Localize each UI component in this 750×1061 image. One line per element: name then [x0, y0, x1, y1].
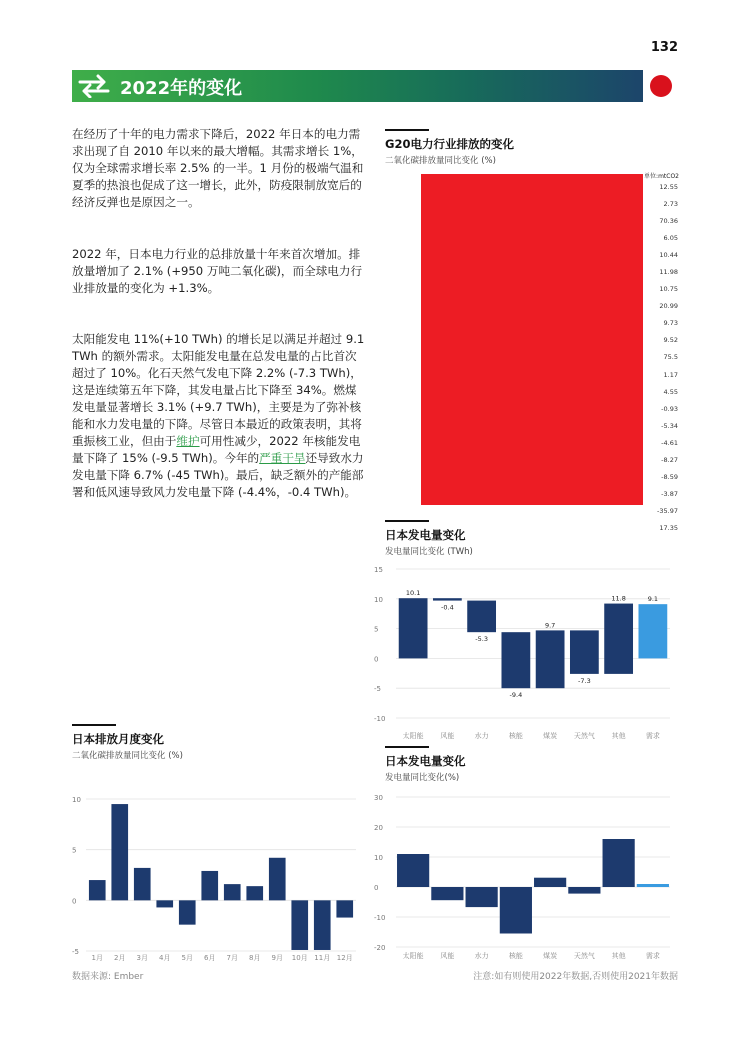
x-tick-label: 其他	[611, 952, 626, 960]
data-label: 10.1	[405, 589, 421, 598]
paragraph-emissions: 2022 年，日本电力行业的总排放量十年来首次增加。排放量增加了 2.1% (+950 万吨二氧化碳)，而全球电力行业排放量的变化为 +1.3%。	[72, 247, 363, 295]
x-tick-label: 10月	[291, 954, 308, 962]
bar	[179, 900, 196, 924]
g20-chart-area	[421, 174, 643, 505]
y-tick-label: -10	[374, 914, 386, 922]
x-tick-label: 需求	[645, 952, 660, 960]
g20-value: 11.98	[659, 268, 678, 277]
footnote: 注意:如有则使用2022年数据,否则使用2021年数据	[473, 972, 678, 982]
x-tick-label: 风能	[440, 952, 455, 960]
x-tick-label: 煤炭	[543, 732, 558, 740]
bar	[397, 854, 429, 887]
x-tick-label: 煤炭	[543, 952, 558, 960]
g20-value: 9.73	[663, 319, 678, 328]
x-tick-label: 12月	[336, 954, 353, 962]
chart-subtitle: 发电量同比变化(%)	[385, 773, 460, 783]
y-tick-label: -5	[72, 948, 79, 956]
bar	[134, 868, 151, 900]
g20-value: 70.36	[659, 217, 678, 226]
g20-unit-label: 单位:mtCO2	[644, 173, 679, 180]
generation-twh-chart-header	[385, 520, 473, 557]
g20-value: -35.97	[657, 506, 678, 515]
monthly-emissions-chart-header	[72, 724, 183, 761]
page-number: 132	[650, 40, 678, 55]
japan-flag-icon	[643, 70, 679, 102]
bar	[536, 630, 565, 688]
x-tick-label: 太阳能	[402, 952, 424, 960]
maintenance-link[interactable]: 维护	[176, 434, 200, 448]
bar	[466, 887, 498, 907]
bar	[399, 598, 428, 658]
data-label: 9.7	[544, 621, 556, 630]
chart-title: 日本发电量变化	[385, 754, 466, 768]
bar	[246, 886, 263, 900]
g20-value: 17.35	[659, 523, 678, 532]
g20-value: 20.99	[659, 302, 678, 311]
x-tick-label: 6月	[204, 954, 216, 962]
data-source: 数据来源: Ember	[72, 972, 144, 982]
paragraph-text: 太阳能发电 11%(+10 TWh) 的增长足以满足并超过 9.1 TWh 的额外需求。太阳能发电量在总发电量的占比首次超过了 10%。化石天然气发电下降 2.2% (-7.3 TWh)，这是连续第五年下降，其发电量占比下降至 34%。燃煤发电量显著增长 3.1% (+9.7 TWh)，主要是为了弥补核能和水力发电量的下降。尽管日本最近的政策表明，其将重振核工业，但由于	[72, 332, 365, 448]
y-tick-label: 0	[374, 655, 379, 664]
header-rule	[385, 746, 429, 748]
section-title: 2022年的变化	[120, 78, 243, 99]
header-rule	[385, 520, 429, 522]
data-label: 11.8	[611, 594, 626, 603]
paragraph-text: 可用性减少，2022 年核能发电量下降了 15% (-9.5 TWh)。今年的	[72, 434, 361, 465]
bar	[638, 604, 667, 658]
g20-value: 2.73	[663, 200, 678, 209]
paragraph-generation	[72, 331, 368, 501]
g20-chart-title: G20电力行业排放的变化	[385, 137, 514, 151]
x-tick-label: 天然气	[573, 952, 595, 960]
g20-value: -8.27	[661, 455, 678, 464]
bar	[89, 880, 106, 900]
y-tick-label: 5	[374, 625, 379, 634]
g20-chart-subtitle: 二氧化碳排放量同比变化 (%)	[385, 156, 496, 166]
x-tick-label: 1月	[91, 954, 103, 962]
bar	[500, 887, 532, 934]
x-tick-label: 风能	[440, 732, 455, 740]
x-tick-label: 核能	[508, 952, 523, 960]
bar	[501, 632, 530, 688]
x-tick-label: 8月	[249, 954, 261, 962]
g20-value: -5.34	[661, 421, 678, 430]
data-label: -7.3	[578, 676, 591, 685]
data-label: -9.4	[509, 691, 523, 700]
x-tick-label: 11月	[314, 954, 331, 962]
y-tick-label: 10	[374, 854, 383, 862]
bar	[433, 598, 462, 600]
generation-pct-chart	[366, 788, 678, 962]
x-tick-label: 天然气	[573, 732, 595, 740]
y-tick-label: 5	[72, 846, 77, 855]
g20-value: 6.05	[663, 234, 678, 243]
bar	[224, 884, 241, 900]
bar	[568, 887, 600, 894]
bar	[431, 887, 463, 900]
bar	[604, 604, 633, 674]
data-label: -0.4	[441, 603, 454, 612]
g20-value: -0.93	[661, 404, 678, 413]
y-tick-label: 10	[72, 796, 81, 804]
x-tick-label: 其他	[611, 732, 626, 740]
x-tick-label: 水力	[474, 732, 489, 740]
g20-value: 1.17	[663, 370, 678, 379]
bar	[637, 884, 669, 887]
g20-chart-header	[385, 129, 514, 166]
chart-title: 日本发电量变化	[385, 528, 466, 542]
exchange-arrows-icon	[76, 74, 112, 98]
g20-value: 9.52	[663, 336, 678, 345]
g20-value: -3.87	[661, 489, 678, 498]
paragraph-demand: 在经历了十年的电力需求下降后，2022 年日本的电力需求出现了自 2010 年以来的最大增幅。其需求增长 1%，仅为全球需求增长率 2.5% 的一半。1 月份的极端气温和夏季的热浪也促成了这一增长，此外，防疫限制放宽后的经济反弹也是原因之一。	[72, 127, 364, 209]
bar	[570, 630, 599, 674]
x-tick-label: 9月	[271, 954, 283, 962]
x-tick-label: 4月	[159, 954, 171, 962]
g20-value: -4.61	[661, 438, 678, 447]
y-tick-label: 10	[374, 595, 383, 604]
y-tick-label: -10	[374, 715, 386, 723]
x-tick-label: 7月	[226, 954, 238, 962]
header-rule	[72, 724, 116, 726]
g20-value-column	[643, 181, 678, 539]
y-tick-label: -5	[374, 685, 381, 694]
bar	[467, 601, 496, 633]
y-tick-label: 0	[374, 884, 379, 892]
y-tick-label: 15	[374, 566, 383, 574]
bar	[111, 804, 128, 900]
g20-value: 75.5	[663, 353, 678, 362]
y-tick-label: -20	[374, 944, 386, 952]
y-tick-label: 0	[72, 897, 77, 906]
bar	[156, 900, 173, 907]
g20-value: 10.44	[659, 251, 678, 260]
header-rule	[385, 129, 429, 131]
chart-subtitle: 发电量同比变化 (TWh)	[385, 547, 473, 557]
data-label: 9.1	[647, 595, 659, 604]
bar	[603, 839, 635, 887]
x-tick-label: 3月	[136, 954, 148, 962]
generation-pct-chart-header	[385, 746, 466, 783]
g20-value: -8.59	[661, 472, 678, 481]
x-tick-label: 核能	[508, 732, 523, 740]
x-tick-label: 需求	[645, 732, 660, 740]
bar	[314, 900, 331, 950]
drought-link[interactable]: 严重干旱	[259, 451, 306, 465]
g20-value: 12.55	[659, 183, 678, 191]
x-tick-label: 5月	[181, 954, 193, 962]
bar	[534, 878, 566, 887]
bar	[291, 900, 308, 950]
g20-value: 10.75	[659, 285, 678, 294]
y-tick-label: 30	[374, 794, 383, 802]
generation-twh-chart	[366, 560, 678, 742]
monthly-emissions-chart	[66, 788, 362, 964]
chart-subtitle: 二氧化碳排放量同比变化 (%)	[72, 751, 183, 761]
bar	[269, 858, 286, 901]
paragraph-text: 还导致水力发电量下降 6.7% (-45 TWh)。最后，缺乏额外的产能部署和低风速导致风力发电量下降 (-4.4%，-0.4 TWh)。	[72, 451, 364, 499]
g20-value: 4.55	[663, 387, 678, 396]
bar	[201, 871, 218, 900]
x-tick-label: 太阳能	[402, 732, 424, 740]
x-tick-label: 2月	[114, 954, 126, 962]
y-tick-label: 20	[374, 824, 383, 832]
section-banner	[72, 70, 679, 102]
x-tick-label: 水力	[474, 952, 489, 960]
bar	[336, 900, 353, 917]
data-label: -5.3	[475, 635, 488, 644]
chart-title: 日本排放月度变化	[72, 732, 164, 746]
